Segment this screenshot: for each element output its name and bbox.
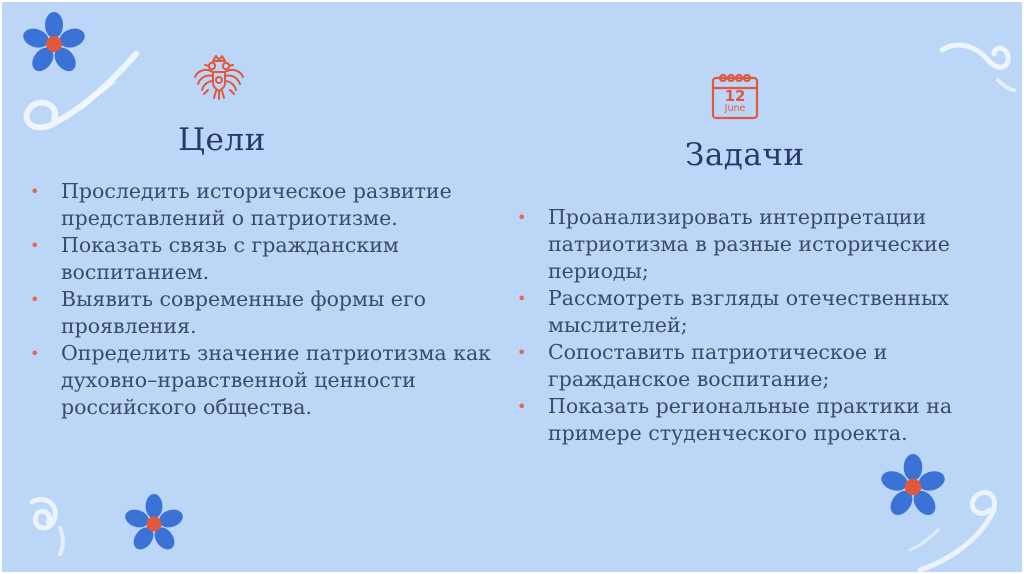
swirl-bottom-right-icon bbox=[900, 480, 1010, 574]
calendar-icon bbox=[709, 70, 761, 122]
list-item: • Проанализировать интерпретации патриотизма в разные исторические периоды; bbox=[517, 205, 950, 283]
bullet-icon: • bbox=[517, 208, 527, 227]
list-item: • Определить значение патриотизма как духовно–нравственной ценности российского общества. bbox=[30, 341, 491, 419]
swirl-top-right-icon bbox=[936, 30, 1016, 100]
list-item: • Рассмотреть взгляды отечественных мыслителей; bbox=[517, 286, 949, 337]
bullet-icon: • bbox=[30, 236, 40, 255]
goals-list bbox=[28, 178, 498, 421]
tasks-list bbox=[515, 204, 985, 447]
bullet-icon: • bbox=[30, 344, 40, 363]
calendar-day: 12 bbox=[724, 87, 746, 105]
bullet-icon: • bbox=[517, 343, 527, 362]
list-item: • Показать региональные практики на примере студенческого проекта. bbox=[517, 394, 953, 445]
calendar-month: June bbox=[724, 103, 746, 114]
goals-title: Цели bbox=[178, 122, 266, 158]
double-headed-eagle-icon bbox=[192, 52, 246, 102]
bullet-icon: • bbox=[517, 289, 527, 308]
swirl-top-left-icon bbox=[18, 50, 143, 140]
tasks-title: Задачи bbox=[685, 137, 805, 173]
bullet-icon: • bbox=[30, 182, 40, 201]
list-item: • Выявить современные формы его проявления. bbox=[30, 287, 427, 338]
list-item: • Показать связь с гражданским воспитанием. bbox=[30, 233, 399, 284]
bullet-icon: • bbox=[30, 290, 40, 309]
swirl-bottom-left-icon bbox=[20, 488, 80, 558]
bullet-icon: • bbox=[517, 397, 527, 416]
list-item: • Проследить историческое развитие представлений о патриотизме. bbox=[30, 179, 452, 230]
list-item: • Сопоставить патриотическое и гражданское воспитание; bbox=[517, 340, 888, 391]
flower-bottom-left-icon bbox=[124, 494, 184, 554]
